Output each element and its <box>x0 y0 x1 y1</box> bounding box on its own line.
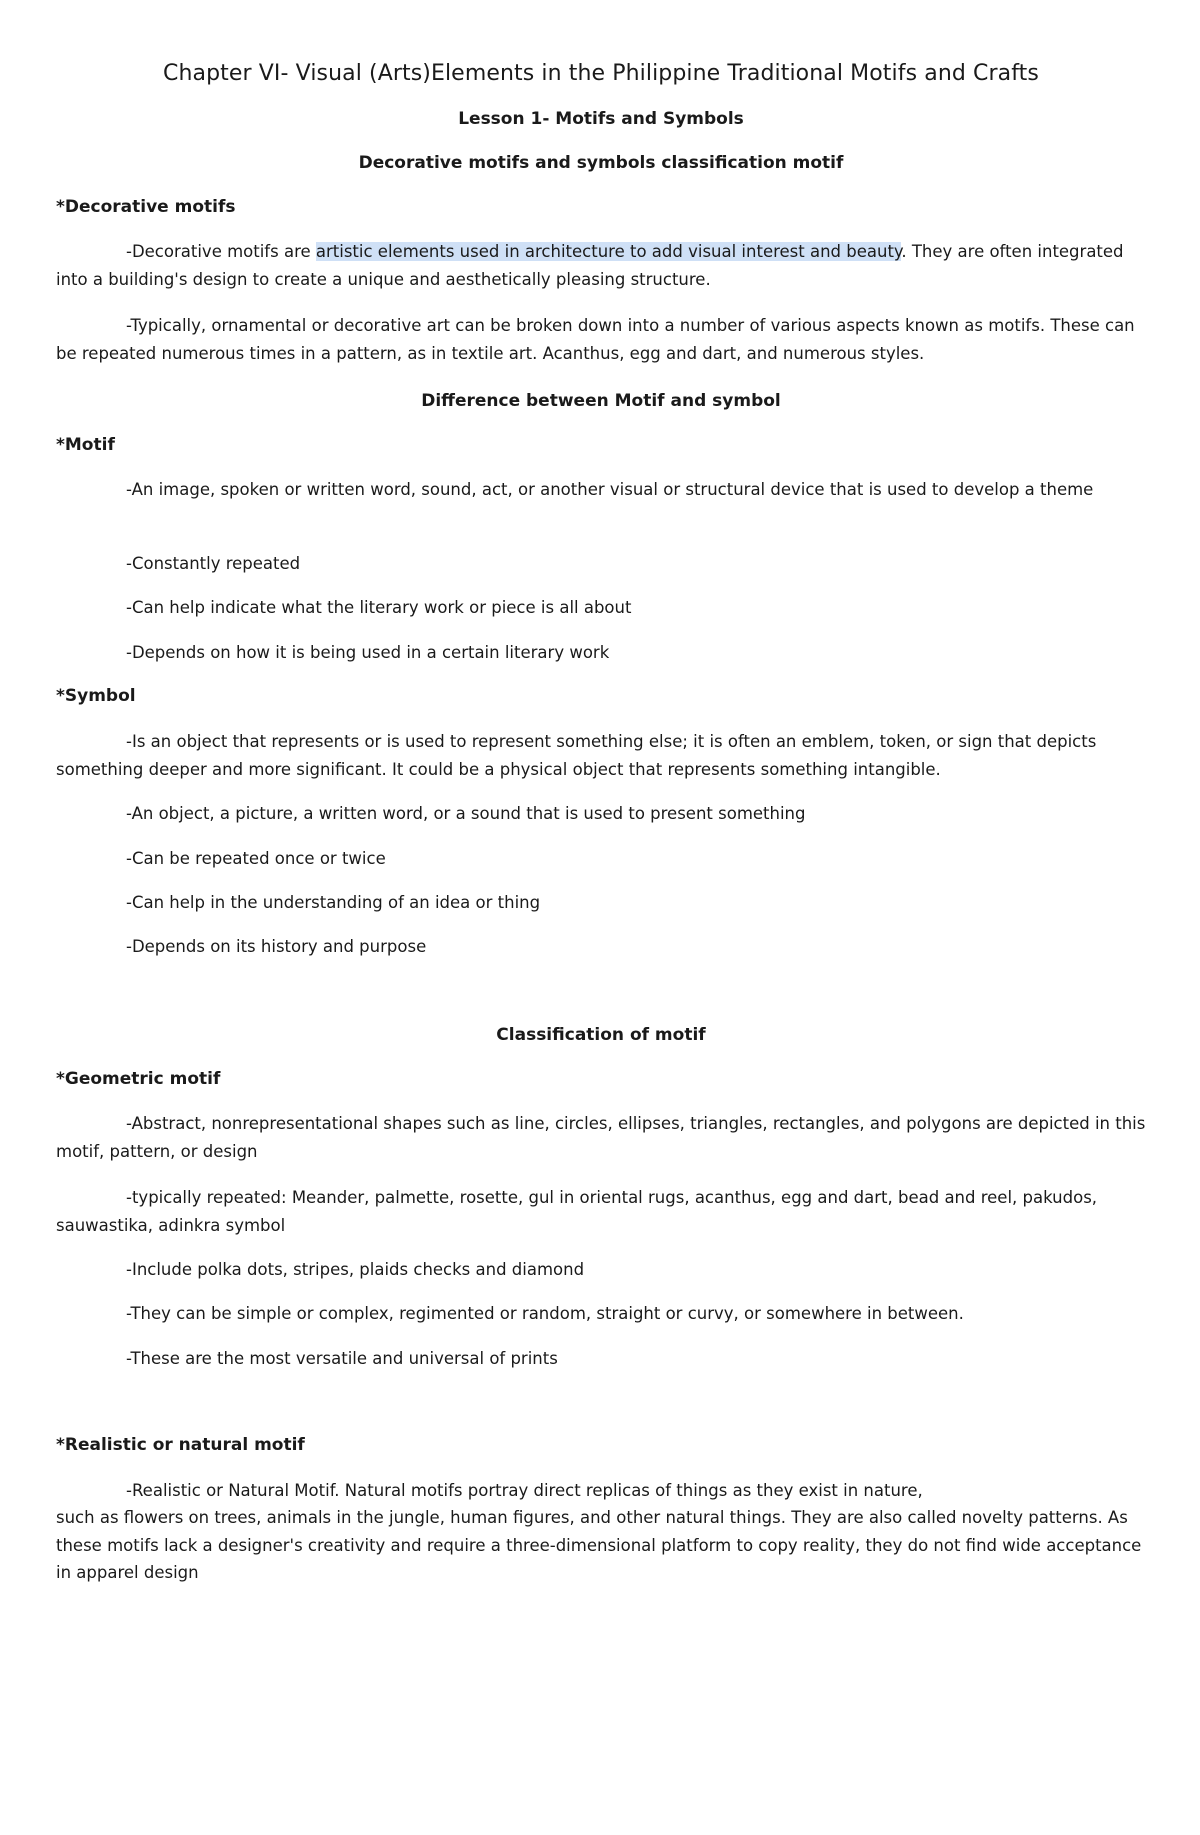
decorative-paragraph-1 <box>56 238 1146 293</box>
motif-item: -Constantly repeated <box>126 554 301 573</box>
symbol-item: -Can help in the understanding of an idea or thing <box>126 893 541 912</box>
document-title: Chapter VI- Visual (Arts)Elements in the Philippine Traditional Motifs and Crafts <box>163 61 1039 86</box>
lesson-heading: Lesson 1- Motifs and Symbols <box>458 109 744 129</box>
geometric-motif-heading: *Geometric motif <box>56 1069 221 1089</box>
realistic-motif-heading: *Realistic or natural motif <box>56 1435 305 1455</box>
decorative-motifs-heading: *Decorative motifs <box>56 197 236 217</box>
geometric-paragraph-1: -Abstract, nonrepresentational shapes such as line, circles, ellipses, triangles, rectangles, and polygons are depicted in this motif, pattern, or design <box>56 1114 1146 1161</box>
motif-item: -Can help indicate what the literary work or piece is all about <box>126 598 632 617</box>
decorative-paragraph-2: -Typically, ornamental or decorative art can be broken down into a number of various aspects known as motifs. These can be repeated numerous times in a pattern, as in textile art. Acanthus, egg and dart, and numerous styles. <box>56 316 1135 363</box>
symbol-item: -An object, a picture, a written word, or a sound that is used to present something <box>126 804 806 823</box>
motif-definition: -An image, spoken or written word, sound, act, or another visual or structural device that is used to develop a theme <box>126 480 1094 499</box>
geometric-item: -They can be simple or complex, regimented or random, straight or curvy, or somewhere in between. <box>126 1304 964 1323</box>
highlighted-text: artistic elements used in architecture to add visual interest and beauty <box>315 242 902 261</box>
difference-heading: Difference between Motif and symbol <box>421 391 781 411</box>
symbol-item: -Can be repeated once or twice <box>126 849 386 868</box>
geometric-item: -Include polka dots, stripes, plaids checks and diamond <box>126 1260 585 1279</box>
symbol-definition: -Is an object that represents or is used to represent something else; it is often an emblem, token, or sign that depicts something deeper and more significant. It could be a physical object that represents something intangible. <box>56 732 1097 779</box>
geometric-item: -These are the most versatile and universal of prints <box>126 1349 558 1368</box>
motif-heading: *Motif <box>56 435 115 455</box>
decorative-p1-end: . They are often integrated into a building's design to create a unique and aesthetically pleasing structure. <box>56 242 1124 289</box>
geometric-paragraph-2: -typically repeated: Meander, palmette, rosette, gul in oriental rugs, acanthus, egg and dart, bead and reel, pakudos, sauwastika, adinkra symbol <box>56 1188 1098 1235</box>
decorative-p1-start: -Decorative motifs are <box>126 242 316 261</box>
realistic-paragraph-rest: such as flowers on trees, animals in the jungle, human figures, and other natural things. They are also called novelty patterns. As these motifs lack a designer's creativity and require a three-dimensional platform to copy reality, they do not find wide acceptance in apparel design <box>56 1508 1142 1582</box>
symbol-item: -Depends on its history and purpose <box>126 937 427 956</box>
section-heading-decorative-classification: Decorative motifs and symbols classification motif <box>358 153 844 173</box>
symbol-heading: *Symbol <box>56 686 136 706</box>
realistic-paragraph-line-1: -Realistic or Natural Motif. Natural motifs portray direct replicas of things as they exist in nature, <box>126 1481 923 1500</box>
classification-heading: Classification of motif <box>496 1025 706 1045</box>
motif-item: -Depends on how it is being used in a certain literary work <box>126 643 610 662</box>
